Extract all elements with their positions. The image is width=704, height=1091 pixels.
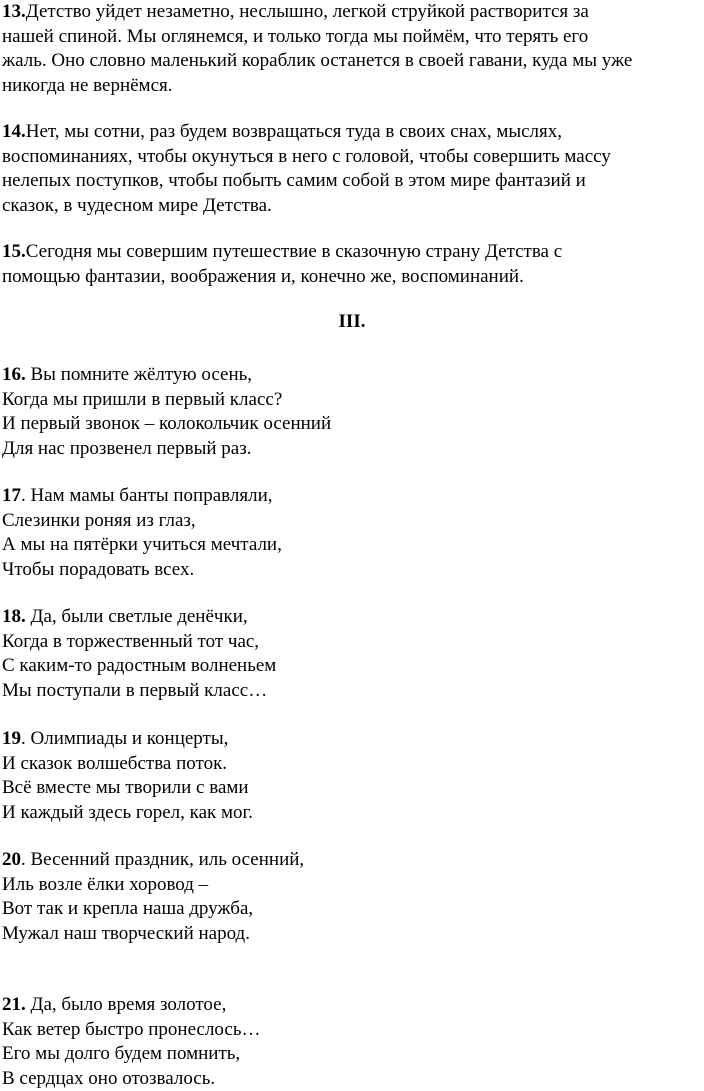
stanza-number: 17 [2,485,21,506]
stanza-20 [2,848,692,946]
paragraph-line: нашей спиной. Мы оглянемся, и только тогда мы поймём, что терять его [2,25,692,50]
paragraph-line [2,240,692,265]
stanza-18 [2,605,692,703]
stanza-line: Слезинки роняя из глаз, [2,509,692,534]
stanza-line: Как ветер быстро пронеслось… [2,1018,692,1043]
paragraph-line [2,0,692,25]
stanza-line: Всё вместе мы творили с вами [2,776,692,801]
paragraph-number: 13. [2,1,26,22]
stanza-number: 18. [2,606,26,627]
stanza-line: И каждый здесь горел, как мог. [2,801,692,826]
paragraph-line: никогда не вернёмся. [2,74,692,99]
paragraph-15 [2,240,692,289]
section-heading: III. [0,310,704,335]
stanza-21 [2,993,692,1091]
stanza-text: . Весенний праздник, иль осенний, [21,849,304,870]
stanza-19 [2,727,692,825]
stanza-text: Да, были светлые денёчки, [26,606,248,627]
paragraph-text: Детство уйдет незаметно, неслышно, легкой струйкой растворится за [26,1,589,22]
stanza-line: Иль возле ёлки хоровод – [2,873,692,898]
stanza-number: 20 [2,849,21,870]
stanza-line: И первый звонок – колокольчик осенний [2,412,692,437]
stanza-line: И сказок волшебства поток. [2,752,692,777]
stanza-text: . Нам мамы банты поправляли, [21,485,273,506]
stanza-line [2,727,692,752]
stanza-text: Вы помните жёлтую осень, [26,364,252,385]
paragraph-13 [2,0,692,98]
stanza-number: 21. [2,994,26,1015]
stanza-number: 16. [2,364,26,385]
paragraph-text: Сегодня мы совершим путешествие в сказочную страну Детства с [26,241,562,262]
stanza-line: Когда в торжественный тот час, [2,630,692,655]
paragraph-line: сказок, в чудесном мире Детства. [2,194,692,219]
stanza-text: Да, было время золотое, [26,994,227,1015]
stanza-16 [2,363,692,461]
paragraph-line: воспоминаниях, чтобы окунуться в него с головой, чтобы совершить массу [2,145,692,170]
stanza-17 [2,484,692,582]
paragraph-text: Нет, мы сотни, раз будем возвращаться туда в своих снах, мыслях, [26,121,562,142]
stanza-line: Мы поступали в первый класс… [2,679,692,704]
stanza-text: . Олимпиады и концерты, [21,728,228,749]
stanza-line: Когда мы пришли в первый класс? [2,388,692,413]
paragraph-line: помощью фантазии, воображения и, конечно же, воспоминаний. [2,265,692,290]
paragraph-14 [2,120,692,218]
stanza-line: Мужал наш творческий народ. [2,922,692,947]
paragraph-line: нелепых поступков, чтобы побыть самим собой в этом мире фантазий и [2,169,692,194]
stanza-line: В сердцах оно отозвалось. [2,1067,692,1091]
stanza-line: Для нас прозвенел первый раз. [2,437,692,462]
stanza-line [2,848,692,873]
paragraph-number: 14. [2,121,26,142]
stanza-line [2,993,692,1018]
paragraph-line: жаль. Оно словно маленький кораблик останется в своей гавани, куда мы уже [2,49,692,74]
stanza-line: Вот так и крепла наша дружба, [2,897,692,922]
stanza-line: Его мы долго будем помнить, [2,1042,692,1067]
stanza-line: Чтобы порадовать всех. [2,558,692,583]
paragraph-line [2,120,692,145]
paragraph-number: 15. [2,241,26,262]
stanza-line [2,484,692,509]
stanza-line [2,605,692,630]
stanza-number: 19 [2,728,21,749]
stanza-line: С каким-то радостным волненьем [2,654,692,679]
stanza-line: А мы на пятёрки учиться мечтали, [2,533,692,558]
stanza-line [2,363,692,388]
